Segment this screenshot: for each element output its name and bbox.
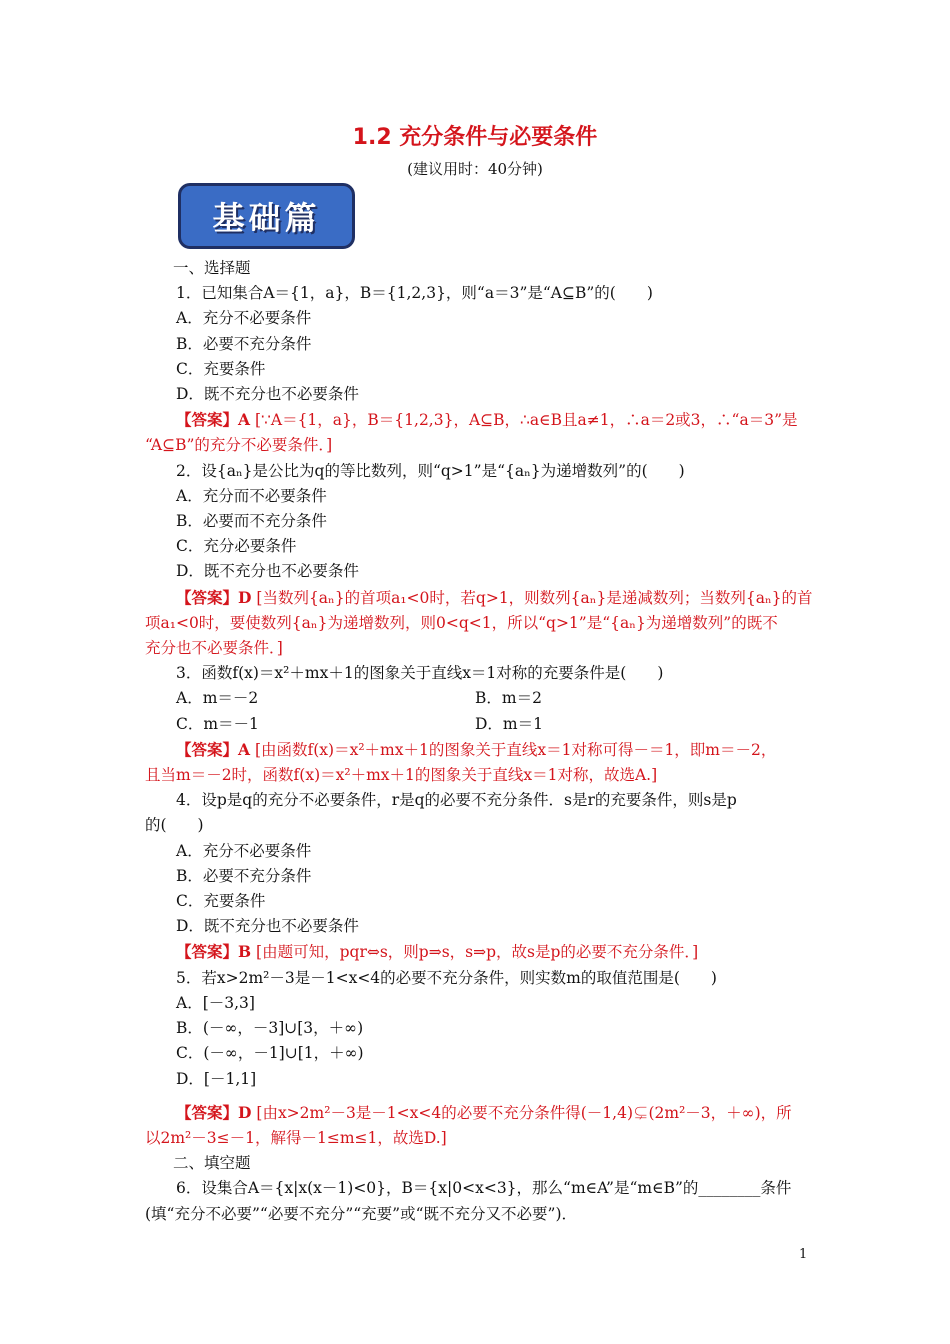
question-3-options-row-1 <box>145 686 810 711</box>
question-4-answer <box>145 939 810 965</box>
section-badge <box>178 183 355 249</box>
question-1-option-a: A．充分不必要条件 <box>176 309 312 328</box>
question-2-option-b: B．必要而不充分条件 <box>176 512 327 531</box>
question-1-option-d: D．既不充分也不必要条件 <box>176 385 359 404</box>
question-4-option-a: A．充分不必要条件 <box>176 841 312 860</box>
question-5-option-b: B．(－∞，－3]∪[3，＋∞) <box>176 1019 364 1038</box>
answer-text: [由x>2m²－3是－1<x<4的必要不充分条件得(－1,4)⊊(2m²－3，＋∞)，所 <box>256 1103 792 1122</box>
question-5-option-a: A．[－3,3] <box>176 993 255 1012</box>
question-6-stem-cont: (填“充分不必要”“必要不充分”“充要”或“既不充分又不必要”)． <box>145 1204 577 1223</box>
answer-text: [由题可知，pqr⇔s，则p⇒s，s⇒p，故s是p的必要不充分条件．] <box>256 943 699 962</box>
question-3-answer-cont: 且当m＝－2时，函数f(x)＝x²＋mx＋1的图象关于直线x＝1对称，故选A.] <box>145 766 658 785</box>
question-2-option-a: A．充分而不必要条件 <box>176 486 327 505</box>
question-2-answer <box>145 585 813 611</box>
answer-tag: 【答案】D <box>176 1102 252 1122</box>
question-4-option-c: C．充要条件 <box>176 892 266 911</box>
question-5-answer <box>145 1100 810 1126</box>
answer-text: [当数列{aₙ}的首项a₁<0时，若q>1，则数列{aₙ}是递减数列；当数列{aₙ}的首 <box>256 588 813 607</box>
spacer <box>145 1092 810 1100</box>
page-title: 1.2 充分条件与必要条件 <box>352 125 598 150</box>
question-1-stem: 1．已知集合A＝{1，a}，B＝{1,2,3}，则“a＝3”是“A⊆B”的( ) <box>176 284 653 303</box>
question-4-stem-cont: 的( ) <box>145 816 204 835</box>
answer-tag: 【答案】A <box>176 410 251 430</box>
question-2-answer-cont: 充分也不必要条件．] <box>145 639 283 658</box>
exercise-content <box>145 256 813 1227</box>
suggested-time: (建议用时：40分钟) <box>407 160 543 178</box>
answer-text: [∵A＝{1，a}，B＝{1,2,3}，A⊆B，∴a∈B且a≠1，∴a＝2或3，∴“a＝3”是 <box>254 411 798 430</box>
question-1-option-b: B．必要不充分条件 <box>176 334 312 353</box>
question-2-option-c: C．充分必要条件 <box>176 537 297 556</box>
section-heading-fill: 二、填空题 <box>173 1154 251 1173</box>
question-2-option-d: D．既不充分也不必要条件 <box>176 562 359 581</box>
question-3-option-b: B．m＝2 <box>475 689 542 708</box>
question-3-stem: 3．函数f(x)＝x²＋mx＋1的图象关于直线x＝1对称的充要条件是( ) <box>176 664 664 683</box>
question-1-option-c: C．充要条件 <box>176 359 266 378</box>
question-3-answer <box>145 737 810 763</box>
question-5-option-c: C．(－∞，－1]∪[1，＋∞) <box>176 1044 364 1063</box>
page-number: 1 <box>799 1247 808 1262</box>
section-heading-choice: 一、选择题 <box>173 259 251 277</box>
question-5-answer-cont: 以2m²－3≤－1，解得－1≤m≤1，故选D.] <box>145 1128 447 1147</box>
question-6-stem: 6．设集合A＝{x|x(x－1)<0}，B＝{x|0<x<3}，那么“m∈A”是“m∈B”的________条件 <box>176 1179 792 1198</box>
question-4-option-b: B．必要不充分条件 <box>176 866 312 885</box>
question-4-option-d: D．既不充分也不必要条件 <box>176 917 359 936</box>
section-badge-label: 基础篇 <box>212 199 321 237</box>
question-5-option-d: D．[－1,1] <box>176 1069 257 1088</box>
question-3-option-c: C．m＝－1 <box>176 714 259 733</box>
question-3-option-a: A．m＝－2 <box>176 689 259 708</box>
answer-tag: 【答案】D <box>176 587 252 607</box>
question-3-option-d: D．m＝1 <box>475 714 543 733</box>
question-5-stem: 5．若x>2m²－3是－1<x<4的必要不充分条件，则实数m的取值范围是( ) <box>176 968 717 987</box>
question-4-stem: 4．设p是q的充分不必要条件，r是q的必要不充分条件．s是r的充要条件，则s是p <box>176 791 737 810</box>
answer-text: [由函数f(x)＝x²＋mx＋1的图象关于直线x＝1对称可得－＝1，即m＝－2， <box>254 740 777 759</box>
question-3-options-row-2 <box>145 712 810 737</box>
answer-tag: 【答案】B <box>176 942 252 962</box>
answer-tag: 【答案】A <box>176 739 251 759</box>
question-1-answer-cont: “A⊆B”的充分不必要条件．] <box>145 436 333 455</box>
question-2-stem: 2．设{aₙ}是公比为q的等比数列，则“q>1”是“{aₙ}为递增数列”的( ) <box>176 461 685 480</box>
question-2-answer-cont: 项a₁<0时，要使数列{aₙ}为递增数列，则0<q<1，所以“q>1”是“{aₙ}为递增数列”的既不 <box>145 613 778 632</box>
question-1-answer <box>145 407 810 433</box>
